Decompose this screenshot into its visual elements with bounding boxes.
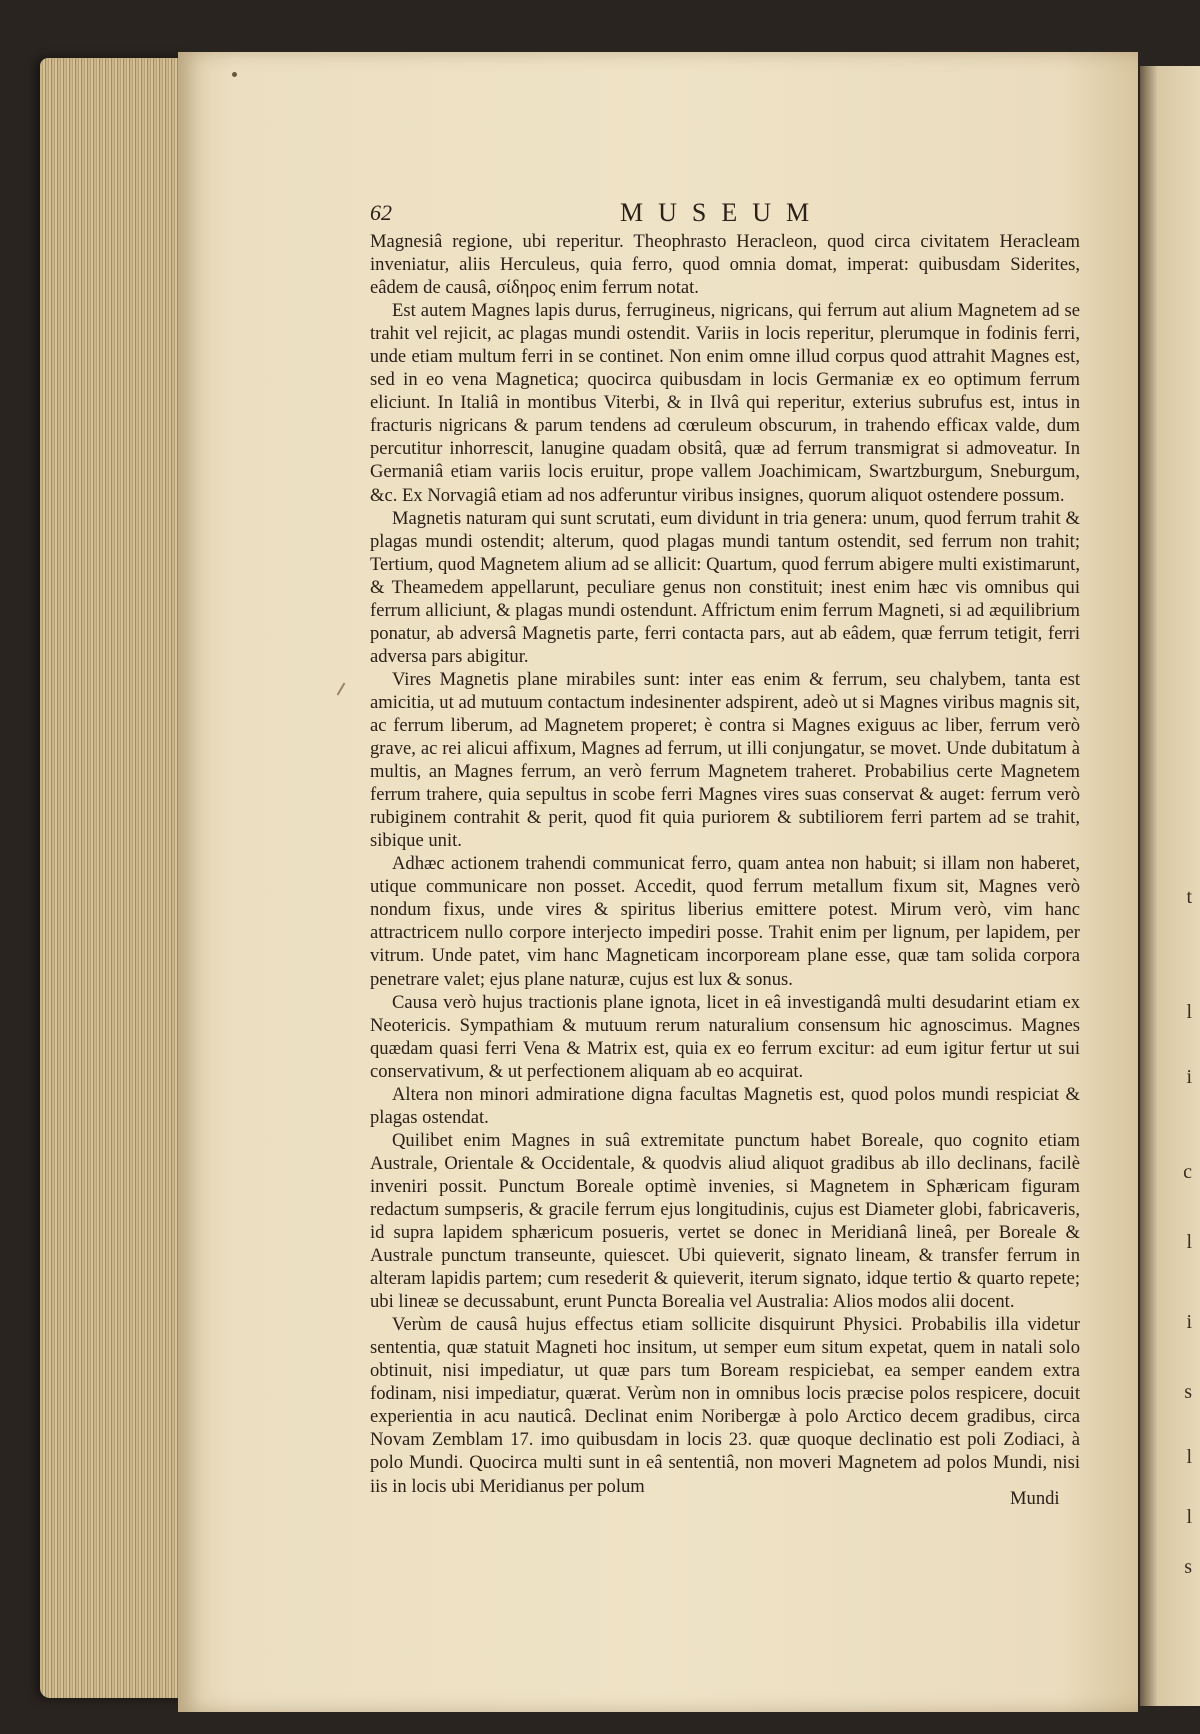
edge-letter: i — [1186, 1311, 1192, 1333]
paragraph: Adhæc actionem trahendi communicat ferro, quam antea non habuit; si illam non haberet, utique communicare non posset. Accedit, quod ferrum metallum fixum sit, Magnes verò nondum fixus, unde vires & spiritus liberius emittere potest. Mirum verò, vim hanc attractricem nullo corpore interjecto impediri posse. Trahit enim per lignum, per lapidem, per vitrum. Unde patet, vim hanc Magneticam incorpoream plane esse, quæ tam solida corpora penetrare valet; ejus plane naturæ, cujus est lux & sonus. — [370, 853, 1080, 990]
edge-letter: l — [1186, 1446, 1192, 1468]
paragraph: Verùm de causâ hujus effectus etiam sollicite disquirunt Physici. Probabilis illa videtur sententia, quæ statuit Magneti hoc insitum, ut semper eum situm expetat, quem in natali solo obtinuit, nisi impediatur, ut quæ pars tum Boream respiciebat, ea semper eandem extra fodinam, nisi impediatur, quærat. Verùm non in omnibus locis præcise polos respicere, docuit experientia in acu nauticâ. Declinat enim Noribergæ à polo Arctico decem gradibus, circa Novam Zemblam 17. imo quibusdam in locis 23. quæ quoque declinatio est poli Zodiaci, à polo Mundi. Quocirca multi sunt in eâ sententiâ, non moveri Magnetem ad polos Mundi, nisi iis in locis ubi Meridianus per polum — [370, 1314, 1080, 1497]
edge-letter: l — [1186, 1231, 1192, 1253]
edge-letter: l — [1186, 1506, 1192, 1528]
paragraph: Est autem Magnes lapis durus, ferrugineus, nigricans, qui ferrum aut alium Magnetem ad se trahit vel rejicit, ac plagas mundi ostendit. Variis in locis reperitur, plerumque in fodinis ferri, unde etiam multum ferri in se continet. Non enim omne illud corpus quod attrahit Magnes est, sed in eo vena Magnetica; quocirca quibusdam in locis Germaniæ ex eo optimum ferrum eliciunt. In Italiâ in montibus Viterbi, & in Ilvâ qui reperitur, exterius subrufus est, intus in fracturis nigricans & parum tendens ad cœruleum obscurum, in trahendo efficax valde, dum percutitur inhorrescit, lanugine quadam obsitâ, quæ ad ferrum transmigrat si admoveatur. In Germaniâ etiam variis locis eruitur, prope vallem Joachimicam, Swartzburgum, Sneburgum, &c. Ex Norvagiâ etiam ad nos adferuntur viribus insignes, quorum aliquot ostendere possum. — [370, 300, 1080, 506]
edge-letter: i — [1186, 1066, 1192, 1088]
edge-letter: s — [1184, 1556, 1192, 1578]
paragraph: Quilibet enim Magnes in suâ extremitate punctum habet Boreale, quo cognito etiam Australe, Orientale & Occidentale, & quodvis aliud aliquot gradibus ab illo declinans, facilè inveniri possit. Punctum Boreale optimè invenies, si Magnetem in Sphæricam figuram redactum sumpseris, & gracile ferrum ejus longitudinis, cujus est Diameter globi, fabricaveris, id supra lapidem sphæricum posueris, vertet se donec in Meridianâ lineâ, per Boreale & Australe punctum transeunte, quiescet. Ubi quieverit, signato lineam, & transfer ferrum in alteram lapidis partem; cum resederit & quieverit, iterum signato, idque tertio & quarto repete; ubi lineæ se decussabunt, erunt Puncta Borealia vel Australia: Alios modos alii docent. — [370, 1129, 1080, 1313]
paragraph: Magnetis naturam qui sunt scrutati, eum dividunt in tria genera: unum, quod ferrum trahit & plagas mundi ostendit; alterum, quod plagas mundi tantum ostendit, sed ferrum non trahit; Tertium, quod Magnetem alium ad se allicit: Quartum, quod ferrum abigere multi existimarunt, & Theamedem appellarunt, peculiare genus non constituit; inest enim hæc vis omnibus qui ferrum alliciunt, & plagas mundi ostendunt. Affrictum enim ferrum Magneti, si ad æquilibrium ponatur, ab adversâ Magnetis parte, ferri contacta pars, aut ab eâdem, quæ ferrum tetigit, ferri adversa pars abigitur. — [370, 507, 1080, 667]
body-text — [370, 230, 1080, 1498]
edge-letter: c — [1183, 1161, 1192, 1183]
ink-speck — [232, 72, 237, 77]
edge-letter: t — [1186, 886, 1192, 908]
running-title: MUSEUM — [620, 198, 825, 227]
book-page-edges — [40, 58, 190, 1698]
page-number: 62 — [370, 200, 392, 225]
page-header — [370, 200, 1070, 230]
edge-letter: s — [1184, 1381, 1192, 1403]
edge-letter: l — [1186, 1001, 1192, 1023]
paragraph: Vires Magnetis plane mirabiles sunt: inter eas enim & ferrum, seu chalybem, tanta est amicitia, ut ad mutuum contactum indesinenter adspirent, adeò ut si Magnes viribus magnis sit, ac ferrum liberum, ad Magnetem properet; è contra si Magnes exiguus ac liber, ferrum verò grave, ac rei alicui affixum, Magnes ad ferrum, ut illi conjungatur, se movet. Unde dubitatum à multis, an Magnes ferrum, an verò ferrum Magnetem traheret. Probabilius certe Magnetem ferrum trahere, quia sepultus in scobe ferri Magnes vires suas conservat & auget: ferrum verò rubiginem contrahit & perit, quod fit quia puriorem & subtiliorem ferri partem ad se trahit, sibique unit. — [370, 668, 1080, 852]
paragraph: Magnesiâ regione, ubi reperitur. Theophrasto Heracleon, quod circa civitatem Heracleam inveniatur, aliis Herculeus, quia ferro, quod omnia domat, imperat: quibusdam Siderites, eâdem de causâ, σίδηρος enim ferrum notat. — [370, 231, 1080, 299]
paragraph: Altera non minori admiratione digna facultas Magnetis est, quod polos mundi respiciat & plagas ostendat. — [370, 1083, 1080, 1128]
catchword: Mundi — [1010, 1488, 1060, 1509]
facing-page-edge — [1140, 66, 1200, 1706]
paragraph: Causa verò hujus tractionis plane ignota, licet in eâ investigandâ multi desudarint etiam ex Neotericis. Sympathiam & mutuum rerum naturalium consensum hic agnoscimus. Magnes quædam quasi ferri Vena & Matrix est, quia ex eo ferrum excitur: ad eum igitur fertur ut sui conservativum, & ut perfectionem aliquam ab eo acquirat. — [370, 991, 1080, 1082]
